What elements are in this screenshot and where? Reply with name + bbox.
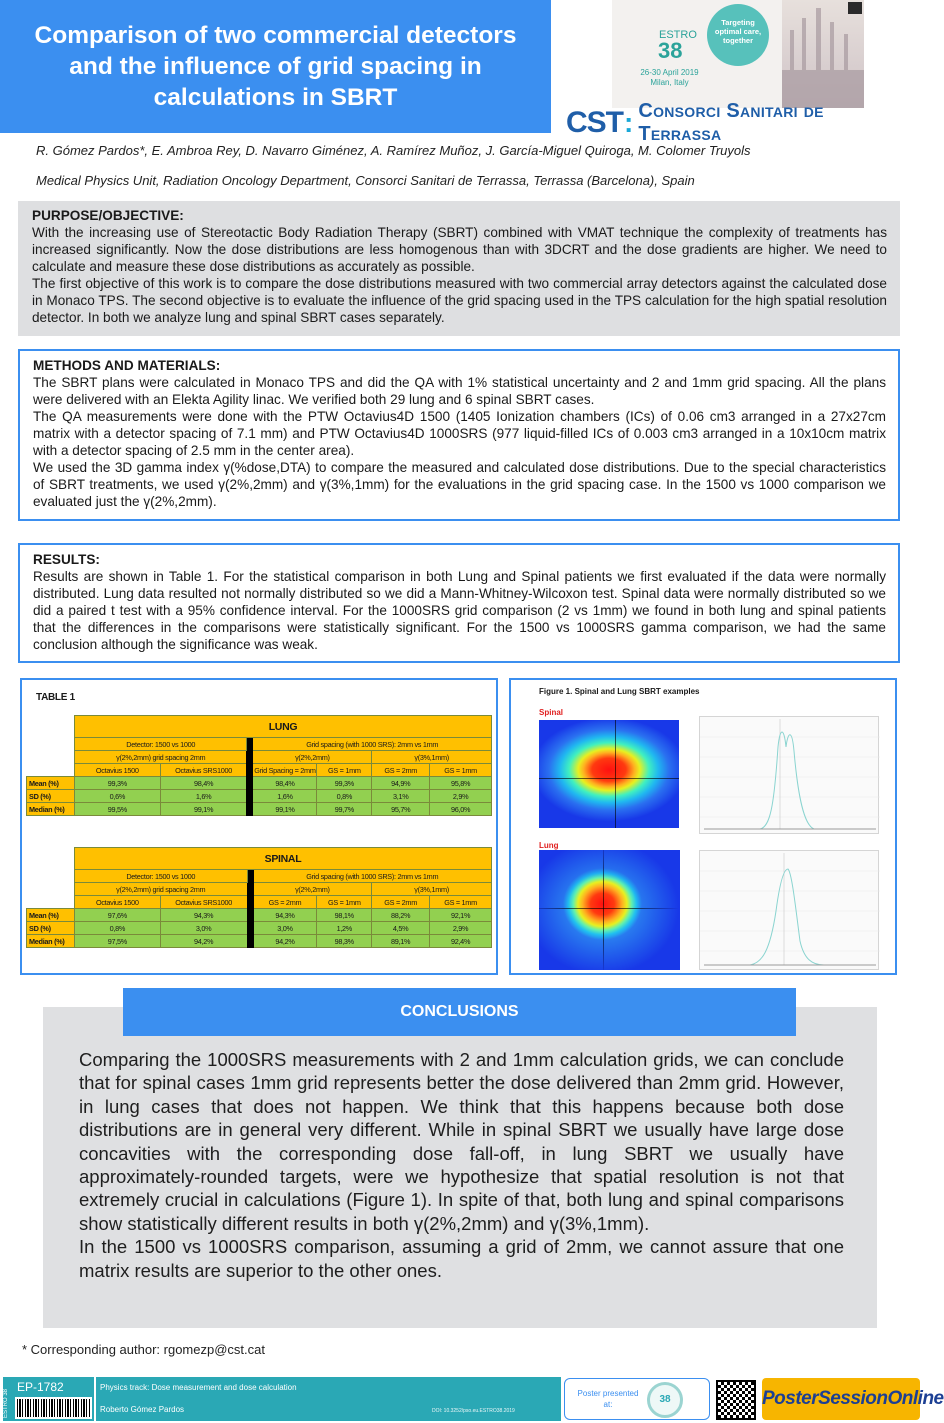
table-cell: 99,1% — [253, 803, 317, 816]
table-cell: 94,2% — [160, 935, 247, 948]
table-row — [27, 790, 492, 803]
table-cell: 94,3% — [253, 909, 317, 922]
table-cell: 99,3% — [74, 777, 160, 790]
lung-gamma-grid-header: γ(2%,2mm) grid spacing 2mm — [74, 751, 247, 764]
spinal-table — [26, 847, 492, 948]
row-label: SD (%) — [27, 922, 75, 935]
table-cell: 92,1% — [430, 909, 492, 922]
table-cell: 2,9% — [430, 790, 492, 803]
table-cell: 99,3% — [317, 777, 372, 790]
conclusions-paragraph-1: Comparing the 1000SRS measurements with 2 and 1mm calculation grids, we can conclude that for spinal cases 1mm grid represents better the dose delivered than 2mm grid. However, in lung cases that does not happen. We think that this happens because both dose distributions are in general very different. While in spinal SBRT we usually have large dose concavities with the corresponding dose fall-off, in lung SBRT we usually have approximately-rounded targets, were we hypothesize that spatial resolution is not that extremely crucial in calculations (Figure 1). In spite of that, both lung and spinal comparisons show statistically different results in both γ(2%,2mm) and γ(3%,1mm). — [79, 1049, 844, 1234]
spinal-gamma22-header: γ(2%,2mm) — [253, 883, 372, 896]
table-cell: 96,0% — [430, 803, 492, 816]
cst-colon-icon: : — [624, 107, 634, 138]
table-cell: 1,6% — [253, 790, 317, 803]
spinal-gamma31-header: γ(3%,1mm) — [372, 883, 492, 896]
table-cell: 94,3% — [160, 909, 247, 922]
spinal-col-head: GS = 2mm — [372, 896, 430, 909]
table-cell: 99,5% — [74, 803, 160, 816]
results-heading: RESULTS: — [33, 552, 100, 567]
qr-code-icon[interactable] — [716, 1380, 756, 1420]
spinal-detector-header: Detector: 1500 vs 1000 — [74, 870, 247, 883]
estro-city-text: Milan, Italy — [650, 78, 689, 87]
spinal-col-head: GS = 2mm — [253, 896, 317, 909]
spinal-grid-header: Grid spacing (with 1000 SRS): 2mm vs 1mm — [253, 870, 491, 883]
figure1-panel — [509, 678, 897, 975]
table-cell: 98,4% — [253, 777, 317, 790]
row-label: Median (%) — [27, 935, 75, 948]
cst-mark: CST — [566, 106, 623, 139]
profile-plot-icon — [700, 717, 880, 835]
methods-section — [18, 349, 900, 521]
table-row — [27, 922, 492, 935]
conclusions-paragraph-2: In the 1500 vs 1000SRS comparison, assuming a grid of 2mm, we cannot assure that one matrix results are superior to the other ones. — [79, 1236, 844, 1281]
table-row — [27, 803, 492, 816]
estro-dates — [632, 68, 707, 88]
lung-col-head: Octavius 1500 — [74, 764, 160, 777]
purpose-heading: PURPOSE/OBJECTIVE: — [32, 208, 184, 223]
title-banner — [0, 0, 551, 133]
results-paragraph: Results are shown in Table 1. For the statistical comparison in both Lung and Spinal patients we first evaluated if the data were normally distributed. Lung data resulted not normally distributed so we did a Mann-Whitney-Wilcoxon test. Spinal data were normally distributed so we did a paired t test with a 95% confidence interval. For the 1000SRS grid comparison (2 vs 1mm) we found in both lung and spinal patients that the differences in the comparisons were statistically significant. For the 1500 vs 1000SRS gamma comparison, we had the same conclusion although the significance was weak. — [33, 569, 886, 652]
estro-tagline: Targeting optimal care, together — [707, 4, 769, 66]
purpose-paragraph-2: The first objective of this work is to compare the dose distributions measured with two commercial array detectors against the calculated dose in Monaco TPS. The second objective is to evaluate the influence of the grid spacing used in the TPS calculation for the high spatial resolution detector. In both we analyze lung and spinal SBRT cases separately. — [32, 276, 887, 325]
barcode-icon — [15, 1397, 92, 1419]
estro-logo — [612, 0, 864, 108]
estro-badge-icon: 38 — [647, 1382, 683, 1418]
table-cell: 3,0% — [160, 922, 247, 935]
table-cell: 94,9% — [372, 777, 430, 790]
conclusions-body — [79, 1048, 844, 1282]
table-cell: 1,2% — [317, 922, 372, 935]
methods-paragraph-2: The QA measurements were done with the PTW Octavius4D 1500 (1405 Ionization chambers (ICs) of 0.06 cm3 arranged in a 27x27cm matrix with a detector spacing of 7.1 mm) and PTW Octavius4D 1000SRS (977 liquid-filled ICs of 0.003 cm3 arranged in a 10x10cm matrix with a detector spacing of 2.5 mm in the center area). — [33, 409, 886, 458]
row-label: Mean (%) — [27, 909, 75, 922]
lung-table — [26, 715, 492, 816]
profile-plot-icon — [700, 851, 880, 971]
table-row — [27, 777, 492, 790]
methods-paragraph-1: The SBRT plans were calculated in Monaco TPS and did the QA with 1% statistical uncertainty and 2 and 1mm grid spacing. All the plans were delivered with an Elekta Agility linac. We verified both 29 lung and 6 spinal SBRT cases. — [33, 375, 886, 407]
lung-col-head: Octavius SRS1000 — [160, 764, 247, 777]
lung-col-head: GS = 1mm — [317, 764, 372, 777]
table-cell: 1,6% — [160, 790, 247, 803]
affiliation: Medical Physics Unit, Radiation Oncology Department, Consorci Sanitari de Terrassa, Terrassa (Barcelona), Spain — [36, 173, 695, 188]
lung-label: Lung — [539, 841, 559, 850]
estro-number: 38 — [658, 38, 683, 63]
estro-dates-text: 26-30 April 2019 — [640, 68, 699, 77]
table-label: TABLE 1 — [36, 692, 75, 703]
presented-at-text: Poster presented at: — [577, 1389, 639, 1409]
cst-logo — [566, 100, 906, 145]
table-cell: 89,1% — [372, 935, 430, 948]
table-cell: 0,8% — [74, 922, 160, 935]
table-cell: 92,4% — [430, 935, 492, 948]
table-cell: 0,8% — [317, 790, 372, 803]
figure-title: Figure 1. Spinal and Lung SBRT examples — [539, 687, 700, 696]
spinal-gamma-grid-header: γ(2%,2mm) grid spacing 2mm — [74, 883, 247, 896]
table-cell: 3,1% — [372, 790, 430, 803]
spinal-col-head: GS = 1mm — [430, 896, 492, 909]
table-cell: 4,5% — [372, 922, 430, 935]
methods-paragraph-3: We used the 3D gamma index γ(%dose,DTA) to compare the measured and calculated dose distributions. Due to the special characteristics of SBRT treatments, we used γ(2%,2mm) and γ(3%,1mm) for the evaluations in the grid spacing case. In the 1500 vs 1000 comparison we evaluated just the γ(2%,2mm). — [33, 460, 886, 509]
row-label: Median (%) — [27, 803, 75, 816]
table-cell: 99,7% — [317, 803, 372, 816]
estro-word: ESTRO — [659, 29, 697, 41]
table-row — [27, 935, 492, 948]
results-section — [18, 543, 900, 663]
lung-col-head: GS = 2mm — [372, 764, 430, 777]
spinal-dose-map — [539, 720, 679, 828]
lung-grid-header: Grid spacing (with 1000 SRS): 2mm vs 1mm — [253, 738, 492, 751]
lung-col-head: Grid Spacing = 2mm — [254, 765, 316, 775]
lung-detector-header: Detector: 1500 vs 1000 — [74, 738, 247, 751]
conclusions-heading: CONCLUSIONS — [123, 988, 796, 1036]
spinal-table-title: SPINAL — [74, 848, 491, 870]
table-cell: 2,9% — [430, 922, 492, 935]
table1-panel — [20, 678, 498, 975]
footer-info — [96, 1377, 561, 1421]
footer-author: Roberto Gómez Pardos — [100, 1405, 185, 1414]
table-cell: 98,1% — [317, 909, 372, 922]
lung-gamma22-header: γ(2%,2mm) — [253, 751, 372, 764]
cst-name: Consorci Sanitari de Terrassa — [638, 100, 824, 145]
footer-doi[interactable]: DOI: 10.3252/pso.eu.ESTRO38.2019 — [432, 1408, 515, 1414]
cathedral-icon — [782, 0, 864, 108]
table-cell: 97,5% — [74, 935, 160, 948]
spinal-col-head: GS = 1mm — [317, 896, 372, 909]
table-row — [27, 909, 492, 922]
table-cell: 97,6% — [74, 909, 160, 922]
table-cell: 0,6% — [74, 790, 160, 803]
spinal-label: Spinal — [539, 708, 564, 717]
table-cell: 98,4% — [160, 777, 247, 790]
footer-track: Physics track: Dose measurement and dose calculation — [100, 1383, 297, 1392]
spinal-dose-profile — [699, 716, 879, 834]
table-cell: 95,7% — [372, 803, 430, 816]
table-cell: 88,2% — [372, 909, 430, 922]
methods-heading: METHODS AND MATERIALS: — [33, 358, 221, 373]
row-label: Mean (%) — [27, 777, 75, 790]
lung-dose-map — [539, 850, 680, 970]
lung-col-head: GS = 1mm — [430, 764, 492, 777]
table-cell: 99,1% — [160, 803, 247, 816]
footer-id-block — [3, 1377, 94, 1421]
table-cell: 3,0% — [253, 922, 317, 935]
row-label: SD (%) — [27, 790, 75, 803]
table-cell: 95,8% — [430, 777, 492, 790]
spinal-col-head: Octavius 1500 — [74, 896, 160, 909]
corresponding-author: * Corresponding author: rgomezp@cst.cat — [22, 1342, 265, 1357]
lung-dose-profile — [699, 850, 879, 970]
presented-at-box — [564, 1378, 710, 1420]
spinal-col-head: Octavius SRS1000 — [160, 896, 247, 909]
lung-table-title: LUNG — [74, 716, 491, 738]
authors: R. Gómez Pardos*, E. Ambroa Rey, D. Navarro Giménez, A. Ramírez Muñoz, J. García-Miguel Quiroga, M. Colomer Truyols — [36, 143, 751, 158]
purpose-paragraph-1: With the increasing use of Stereotactic Body Radiation Therapy (SBRT) combined with VMAT technique the complexity of treatments has increased significantly. Now the dose distributions are less homogenous than with 3DCRT and the dose gradients are higher. We need to calculate and measure these dose distributions as accurately as possible. — [32, 225, 887, 274]
cathedral-image — [782, 0, 864, 108]
footer-vertical-text: ESTRO 38 — [3, 1389, 9, 1419]
lung-gamma31-header: γ(3%,1mm) — [372, 751, 492, 764]
poster-title: Comparison of two commercial detectors and the influence of grid spacing in calculations in SBRT — [34, 22, 517, 111]
poster-code: EP-1782 — [17, 1380, 64, 1394]
table-cell: 94,2% — [253, 935, 317, 948]
poster-session-online-logo[interactable]: PosterSessionOnline — [762, 1378, 920, 1420]
purpose-section — [18, 201, 900, 336]
table-cell: 98,3% — [317, 935, 372, 948]
